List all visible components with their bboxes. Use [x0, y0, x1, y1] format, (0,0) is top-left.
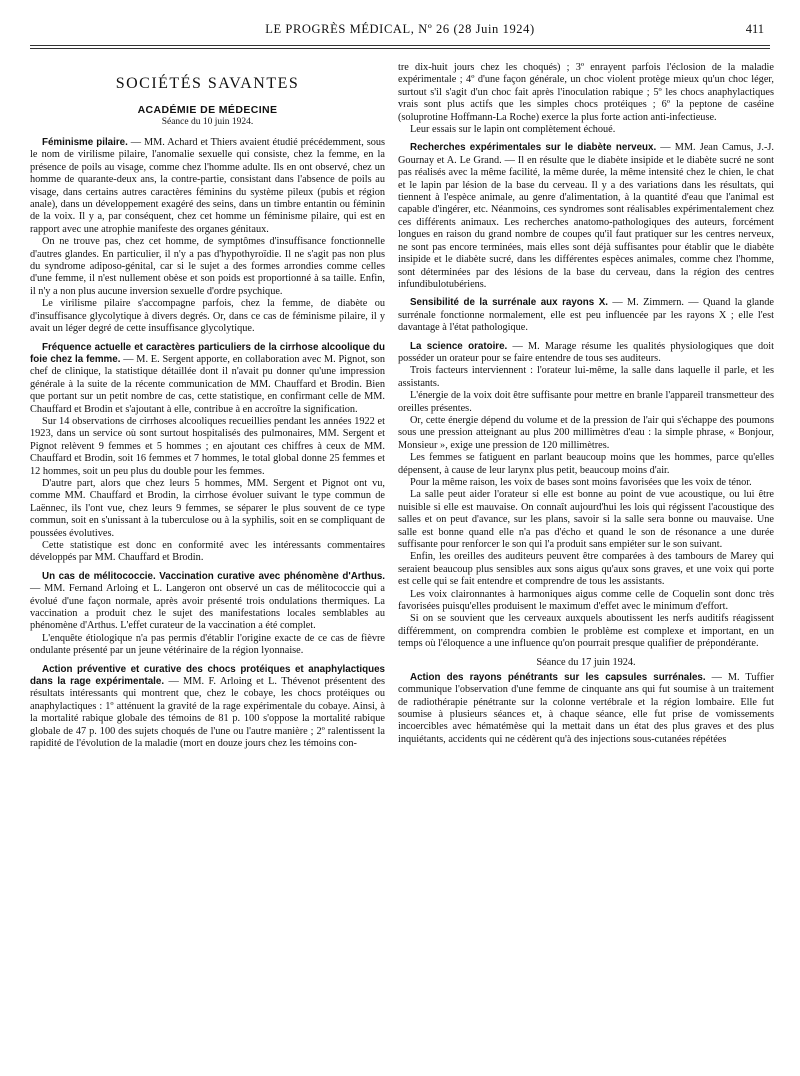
paragraph [398, 551, 774, 588]
paragraph-text: L'énergie de la voix doit être suffisante pour mettre en branle l'appareil transmetteur des oreilles présentes. [398, 390, 774, 414]
paragraph-lead: Un cas de mélitococcie. Vaccination curative avec phénomène d'Arthus. [42, 570, 385, 582]
left-column [30, 62, 385, 751]
paragraph [398, 613, 774, 650]
running-header [30, 22, 770, 42]
paragraph-text: Enfin, les oreilles des auditeurs peuvent être comparées à des tambours de Marey qui seraient beaucoup plus sensibles aux sons aigus qu'aux sons graves, et une voix qui porte est celle qui se fait entendre et comprendre de tous les assistants. [398, 551, 774, 588]
paragraph [398, 390, 774, 415]
paragraph-text: Or, cette énergie dépend du volume et de la pression de l'air qui s'échappe des poumons sous une pression atteignant au plus 200 millimètres d'eau : la simple phrase, « Bonjour, Monsieur », exige une pression de 120 millimètres. [398, 414, 774, 451]
academy-title: ACADÉMIE DE MÉDECINE [137, 104, 278, 116]
paragraph [398, 365, 774, 390]
paragraph [398, 62, 774, 124]
paragraph-text: Trois facteurs interviennent : l'orateur lui-même, la salle dans laquelle il parle, et les assistants. [398, 365, 774, 389]
paragraph-text: — MM. F. Arloing et L. Thévenot présentent des résultats intéressants qui montrent que, chez le cobaye, les chocs protéiques ou anaphylactiques : 1º atténuent la gravité de la rage expérimentale du cobaye. Ainsi, à la mortalité rabique globale des témoins de 81 p. 100 s'oppose la mortalité rabique globale de 47 p. 100 des sujets choqués de l'une ou l'autre manière ; 2º ralentissent la rapidité de l'évolution de la maladie (mort en douze jours chez les témoins con- [30, 676, 385, 750]
paragraph-lead: Recherches expérimentales sur le diabète nerveux. [410, 142, 657, 154]
paragraph [30, 478, 385, 540]
paragraph-text: Leur essais sur le lapin ont complètement échoué. [410, 124, 616, 136]
session-date: Séance du 10 juin 1924. [161, 117, 254, 127]
journal-title: LE PROGRÈS MÉDICAL, Nº 26 (28 Juin 1924) [265, 22, 535, 36]
paragraph [30, 416, 385, 478]
paragraph [398, 297, 774, 334]
paragraph [30, 633, 385, 658]
paragraph-text: Pour la même raison, les voix de bases sont moins favorisées que les voix de ténor. [410, 477, 752, 488]
paragraph-text: Les femmes se fatiguent en parlant beaucoup moins que les hommes, parce qu'elles dépensent, à cause de leur larynx plus petit, beaucoup moins d'air. [398, 452, 774, 476]
section-title: SOCIÉTÉS SAVANTES [115, 75, 300, 92]
paragraph-text: Cette statistique est donc en conformité avec les intéressants commentaires développés par MM. Chauffard et Brodin. [30, 540, 385, 564]
paragraph-text: La salle peut aider l'orateur si elle est bonne au point de vue acoustique, ou lui être nuisible si elle est mauvaise. On connaît aujourd'hui les lois qui régissent l'acoustique des salles et on peut d'avance, sur les plans, savoir si la salle sera bonne ou mauvaise. Une salle est bonne quand elle n'a pas d'écho et quand le son de résonance a une durée suffisante pour renforcer le son qui l'a produit sans empiéter sur le son suivant. [398, 489, 774, 551]
paragraph-text: D'autre part, alors que chez leurs 5 hommes, MM. Sergent et Pignot ont vu, comme MM. Chauffard et Brodin, la cirrhose évoluer suivant le type commun de Laënnec, ils l'ont vue, chez leurs 9 femmes, se séparer le plus souvent de ce type commun, soit en s'unissant à la tuberculose ou à la syphilis, soit en se compliquant de poussées évolutives. [30, 477, 385, 539]
session-date: Séance du 17 juin 1924. [536, 656, 636, 668]
right-column [398, 62, 774, 746]
paragraph [30, 664, 385, 751]
paragraph [398, 142, 774, 291]
paragraph-lead: La science oratoire. [410, 340, 508, 352]
paragraph-text: — MM. Achard et Thiers avaient étudié précédemment, sous le nom de virilisme pilaire, l'anomalie sexuelle qui consiste, chez la femme, en la présence de poils au visage, comme chez l'homme adulte. Ils en ont observé, chez un homme de quarante-deux ans, la contre-partie, consistant dans l'absence de poils au visage, dans certains autres caractères féminins du système pileux (pubis et région anale), dans un développement exagéré des seins, dans un timbre entantin ou féminin de la voix. Il y a, par conséquent, chez cet homme un féminisme pilaire, qui est en rapport avec une atrophie manifeste des organes génitaux. [30, 137, 386, 235]
paragraph [398, 489, 774, 551]
paragraph [30, 540, 385, 565]
paragraph-text: — MM. Fernand Arloing et L. Langeron ont observé un cas de mélitococcie qui a évolué d'une façon normale, après avoir présenté trois ondulations thermiques. La vaccination a produit chez le sujet des manifestations locales semblables au phénomène d'Arthus. L'effet curateur de la vaccination a été complet. [30, 583, 385, 632]
paragraph-text: tre dix-huit jours chez les choqués) ; 3º enrayent parfois l'éclosion de la maladie expérimentale ; 4º d'une façon générale, un choc violent protège mieux qu'un choc léger, surtout s'il s'agit d'un choc fait après l'inoculation rabique ; 5º les chocs anaphylactiques vrais sont plus actifs que les simples chocs protéiques ; 6º la peptone de caséine (soluprotine Hoffmann-La Roche) exerce la plus forte action anti-infectieuse. [398, 62, 774, 123]
paragraph [398, 415, 774, 452]
paragraph [30, 137, 385, 236]
paragraph-text: — M. E. Sergent apporte, en collaboration avec M. Pignot, son chef de clinique, la statistique détaillée dont il n'avait pu donner qu'une impression générale à la suite de la récente communication de MM. Chauffard et Brodin. Bien que portant sur un petit nombre de cas, cette statistique, en confirmant celle de MM. Chauffard et Brodin et s'ajoutant à elle, contribue à en accroître la signification. [30, 353, 385, 415]
paragraph-text: L'enquête étiologique n'a pas permis d'établir l'origine exacte de ce cas de fièvre ondulante présenté par un jeune vétérinaire de la région lyonnaise. [30, 632, 385, 657]
paragraph [398, 452, 774, 477]
paragraph [398, 589, 774, 614]
paragraph [30, 571, 385, 633]
paragraph-text: On ne trouve pas, chez cet homme, de symptômes d'insuffisance fonctionnelle d'autres glandes. En particulier, il n'y a pas d'hypothyroïdie. Il ne s'agit pas non plus du syndrome adiposo-génital, car si le sujet a des formes arrondies comme celles d'une femme, il n'est nullement obèse et son poids est proportionné à sa taille. Enfin, il n'y a non plus aucune inversion sexuelle d'ordre psychique. [30, 236, 385, 297]
paragraph-lead: Action préventive et curative des chocs protéiques et anaphylactiques dans la rage expérimentale. [30, 663, 385, 688]
paragraph-lead: Action des rayons pénétrants sur les capsules surrénales. [410, 671, 706, 683]
paragraph [30, 298, 385, 335]
paragraph-lead: Sensibilité de la surrénale aux rayons X. [410, 297, 608, 309]
page-number: 411 [745, 22, 764, 36]
paragraph-lead: Féminisme pilaire. [42, 137, 128, 148]
paragraph-text: Sur 14 observations de cirrhoses alcooliques recueillies pendant les années 1922 et 1923, dans un service où sont surtout hospitalisés des pulmonaires, MM. Sergent et Pignot relèvent 9 femmes et 5 hommes ; en ajoutant ces chiffres à ceux de MM. Chauffard et Brodin, soit 16 femmes et 7 hommes, le total global donne 25 femmes et 12 hommes, soit un peu plus du double pour les femmes. [30, 415, 385, 477]
paragraph-text: Si on se souvient que les cerveaux auxquels aboutissent les nerfs auditifs réagissent différemment, on comprendra combien le problème est complexe et important, en un temps où l'éloquence a une influence qu'on pourrait presque qualifier de prépondérante. [398, 613, 774, 650]
paragraph-text: — M. Tuffier communique l'observation d'une femme de cinquante ans qui fut soumise à un traitement de radiothérapie pénétrante sur la colonne vertébrale et la région lombaire. Elle fut soumise à plusieurs séances et, à chaque séance, elle fut prise de vomissements incoercibles avec hématémèse qui la mettait dans un état des plus graves et des plus inquiétants, accidents qui ne cédèrent qu'à des injections sous-cutanées répétées [398, 671, 775, 745]
header-rule [30, 45, 770, 46]
paragraph [30, 342, 385, 416]
paragraph-text: Les voix claironnantes à harmoniques aigus comme celle de Coquelin sont donc très favorisées puisqu'elles produisent le maximum d'effet avec le minimum d'effort. [398, 588, 774, 613]
paragraph [398, 477, 774, 489]
paragraph-text: — MM. Jean Camus, J.-J. Gournay et A. Le Grand. — Il en résulte que le diabète insipide et le diabète sucré ne sont pas réalisés avec la même facilité, la même durée, la même intensité chez le chien, le chat et le lapin par lésion de la base du cerveau. Il y a des variations dans les résultats, qui tiennent à l'espèce animale, au genre d'alimentation, à la quantité d'eau que l'animal est capable d'ingérer, etc. Néanmoins, ces syndromes sont réalisables expérimentalement chez ces différents animaux. Les recherches anatomo-pathologiques des auteurs, forcément longues en raison du grand nombre de coupes qu'il faut pratiquer sur les centres nerveux, ne sont pas encore terminées, mais elles sont déjà suffisantes pour établir que le diabète insipide et le diabète sucré, dans les différentes espèces animales, comme chez l'homme, sont déterminées par des lésions de la base du cerveau, dans la région des centres infundibulotubériens. [398, 142, 774, 290]
paragraph [398, 124, 774, 136]
paragraph-text: — M. Zimmern. — Quand la glande surrénale fonctionne normalement, elle est peu influencée par les rayons X ; elle l'est davantage à l'état pathologique. [398, 297, 774, 334]
paragraph-text: — M. Marage résume les qualités physiologiques que doit posséder un orateur pour se faire entendre de tous ses auditeurs. [398, 340, 774, 364]
paragraph [398, 672, 774, 746]
paragraph-lead: Fréquence actuelle et caractères particuliers de la cirrhose alcoolique du foie chez la femme. [30, 341, 385, 365]
paragraph [398, 341, 774, 366]
header-rule-double [30, 48, 770, 49]
paragraph [30, 236, 385, 298]
paragraph-text: Le virilisme pilaire s'accompagne parfois, chez la femme, de diabète ou d'insuffisance glycolytique à divers degrés. Or, dans ce cas de féminisme pilaire, il y avait un léger degré de cette insuffisance glycolytique. [30, 298, 385, 335]
